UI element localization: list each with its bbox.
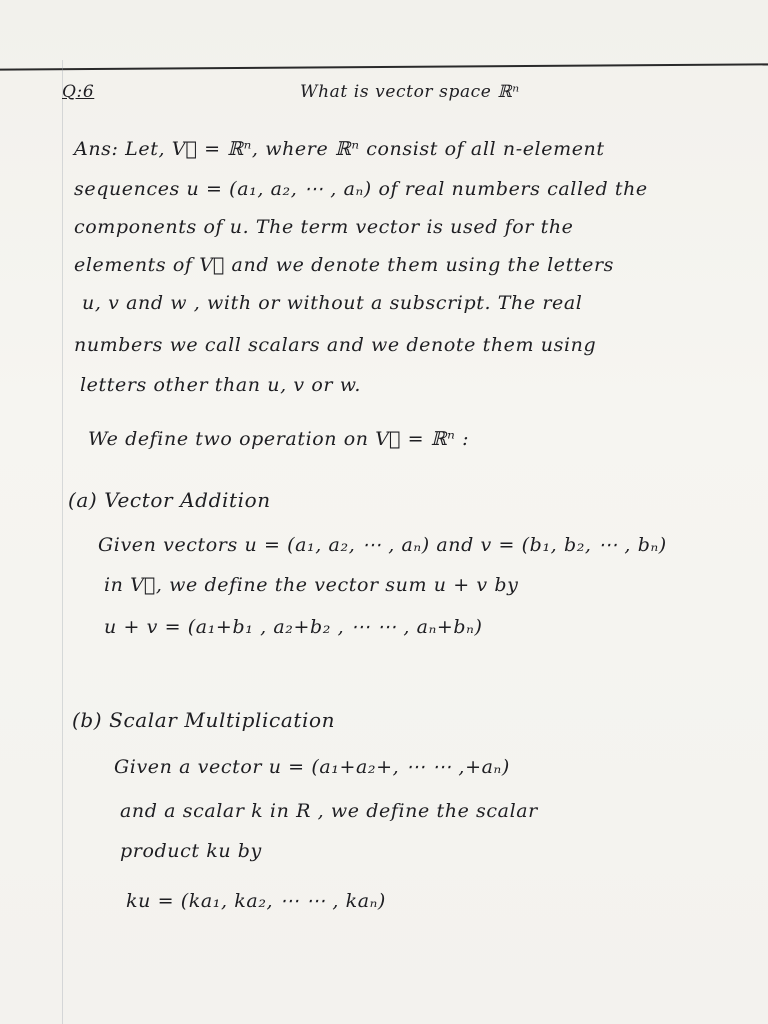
section-b-line-3: product ku by [120,840,262,862]
operations-intro: We define two operation on V⃗ = ℝⁿ : [88,428,470,450]
answer-line-5: u, v and w , with or without a subscript. The real [82,292,583,314]
answer-line-6: numbers we call scalars and we denote them using [74,334,597,356]
scalar-product-formula: ku = (ka₁, ka₂, ⋯ ⋯ , kaₙ) [126,890,386,912]
answer-line-4: elements of V⃗ and we denote them using the letters [74,254,614,276]
question-title: What is vector space ℝⁿ [300,82,520,102]
section-b-heading: (b) Scalar Multiplication [72,708,336,732]
answer-line-7: letters other than u, v or w. [80,374,361,396]
answer-line-1: Ans: Let, V⃗ = ℝⁿ, where ℝⁿ consist of all n-element [74,138,605,160]
page-margin-rule [62,60,63,1024]
section-a-line-1: Given vectors u = (a₁, a₂, ⋯ , aₙ) and v = (b₁, b₂, ⋯ , bₙ) [98,534,667,556]
section-b-line-2: and a scalar k in R , we define the scalar [120,800,538,822]
section-a-line-2: in V⃗, we define the vector sum u + v by [104,574,519,596]
section-b-line-1: Given a vector u = (a₁+a₂+, ⋯ ⋯ ,+aₙ) [114,756,510,778]
answer-line-2: sequences u = (a₁, a₂, ⋯ , aₙ) of real numbers called the [74,178,648,200]
answer-line-3: components of u. The term vector is used for the [74,216,574,238]
question-number: Q:6 [62,82,95,102]
section-a-heading: (a) Vector Addition [68,488,271,512]
page-top-rule [0,63,768,70]
vector-sum-formula: u + v = (a₁+b₁ , a₂+b₂ , ⋯ ⋯ , aₙ+bₙ) [104,616,483,638]
